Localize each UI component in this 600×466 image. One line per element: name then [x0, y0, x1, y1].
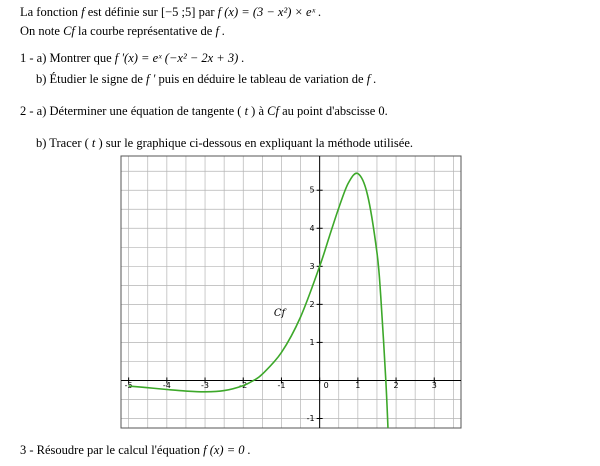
question-3-text: 3 - Résoudre par le calcul l'équation [20, 443, 200, 457]
function-definition: f (x) = (3 − x²) × eˣ . [217, 5, 322, 19]
curve-label: Cf [273, 307, 286, 319]
intro-text-a: La fonction [20, 5, 78, 19]
origin-label: 0 [323, 380, 329, 390]
question-2b-text-b: ) sur le graphique ci-dessous en expliquant la méthode utilisée. [98, 136, 413, 150]
curve-name-2: Cf [267, 104, 279, 118]
y-tick-label: -1 [306, 413, 315, 423]
question-1a-text: 1 - a) Montrer que [20, 51, 112, 65]
note-text-a: On note [20, 24, 60, 38]
function-name-3: f . [366, 72, 377, 86]
x-tick-label: -3 [201, 380, 210, 390]
question-2a-text-b: ) à [251, 104, 265, 118]
y-tick-label: 5 [309, 185, 315, 195]
domain-interval: [−5 ;5] [160, 5, 196, 19]
function-name: f [81, 5, 85, 19]
question-1b-text-b: puis en déduire le tableau de variation de [158, 72, 364, 86]
curve-name: Cf [63, 24, 75, 38]
question-3 [20, 442, 251, 458]
question-1b-text-a: b) Étudier le signe de [36, 72, 143, 86]
y-tick-label: 3 [309, 261, 315, 271]
x-tick-label: -4 [162, 380, 171, 390]
function-name-2: f . [215, 24, 226, 38]
derivative-name: f ' [146, 72, 156, 86]
y-tick-label: 1 [309, 337, 315, 347]
question-2a-text-c: au point d'abscisse 0. [282, 104, 388, 118]
plot-frame [121, 156, 461, 428]
y-tick-label: 4 [309, 223, 315, 233]
tangent-name-2: t [91, 136, 96, 150]
y-tick-label: 2 [309, 299, 315, 309]
intro-text-b: est définie sur [87, 5, 158, 19]
equation-expression: f (x) = 0 . [203, 443, 251, 457]
question-2a-text-a: 2 - a) Déterminer une équation de tangente ( [20, 104, 242, 118]
x-tick-label: -2 [239, 380, 248, 390]
x-tick-label: 3 [431, 380, 437, 390]
x-tick-label: 2 [393, 380, 399, 390]
curve-cf [129, 173, 391, 466]
question-2b-text-a: b) Tracer ( [36, 136, 89, 150]
note-text-b: la courbe représentative de [78, 24, 213, 38]
tangent-name: t [244, 104, 249, 118]
derivative-expression: f '(x) = eˣ (−x² − 2x + 3) . [114, 51, 245, 65]
x-tick-label: 1 [355, 380, 361, 390]
x-tick-label: -5 [124, 380, 133, 390]
intro-text-c: par [198, 5, 215, 19]
x-tick-label: -1 [277, 380, 286, 390]
